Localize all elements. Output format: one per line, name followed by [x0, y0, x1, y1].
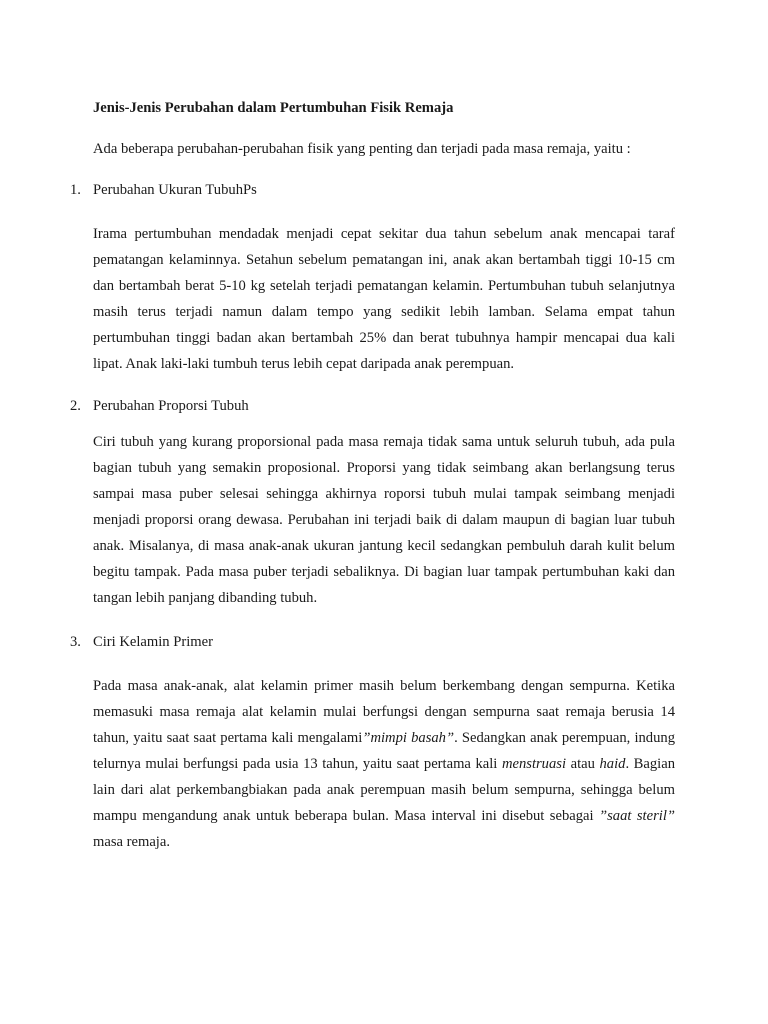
section-body	[93, 673, 675, 855]
section-number: 1.	[70, 182, 81, 198]
intro-paragraph: Ada beberapa perubahan-perubahan fisik yang penting dan terjadi pada masa remaja, yaitu :	[93, 141, 631, 157]
section-heading: Ciri Kelamin Primer	[93, 634, 213, 650]
document-title: Jenis-Jenis Perubahan dalam Pertumbuhan Fisik Remaja	[93, 100, 454, 116]
body-text: . Bagian lain dari alat perkembangbiakan pada anak perempuan masih belum sempurna, sehingga belum mampu mengandung anak untuk beberapa bulan. Masa interval ini disebut sebagai	[93, 756, 675, 824]
body-text: atau	[570, 756, 595, 772]
section-body: Ciri tubuh yang kurang proporsional pada masa remaja tidak sama untuk seluruh tubuh, ada pula bagian tubuh yang semakin proposional. Proporsi yang tidak seimbang akan berlangsung terus sampai masa puber selesai sehingga akhirnya roporsi tubuh mulai tampak seimbang menjadi menjadi proporsi orang dewasa. Perubahan ini terjadi baik di dalam maupun di bagian luar tubuh anak. Misalanya, di masa anak-anak ukuran jantung kecil sedangkan pembuluh darah kulit belum begitu tampak. Pada masa puber terjadi sebaliknya. Di bagian luar tampak pertumbuhan kaki dan tangan lebih panjang dibanding tubuh.	[93, 434, 675, 606]
section-body: Irama pertumbuhan mendadak menjadi cepat sekitar dua tahun sebelum anak mencapai taraf pematangan kelaminnya. Setahun sebelum pematangan ini, anak akan bertambah tiggi 10-15 cm dan bertambah berat 5-10 kg setelah terjadi pematangan kelamin. Pertumbuhan tubuh selanjutnya masih terus terjadi namun dalam tempo yang sedikit lebih lamban. Selama empat tahun pertumbuhan tinggi badan akan bertambah 25% dan berat tubuhnya hampir mencapai dua kali lipat. Anak laki-laki tumbuh terus lebih cepat daripada anak perempuan.	[93, 226, 675, 372]
emphasis-text: ”saat steril”	[599, 808, 675, 824]
emphasis-text: haid	[599, 756, 626, 772]
section-heading: Perubahan Ukuran TubuhPs	[93, 182, 257, 198]
body-text: masa remaja.	[93, 834, 170, 850]
body-text: . Sedangkan anak perempuan, indung telurnya mulai berfungsi pada usia 13 tahun, yaitu saat pertama kali	[93, 730, 675, 772]
body-text: Pada masa anak-anak, alat kelamin primer masih belum berkembang dengan sempurna. Ketika memasuki masa remaja alat kelamin mulai berfungsi dengan sempurna saat remaja berusia 14 tahun, yaitu saat saat pertama kali mengalami	[93, 678, 675, 746]
section-heading: Perubahan Proporsi Tubuh	[93, 398, 249, 414]
section-number: 2.	[70, 398, 81, 414]
emphasis-text: ”mimpi basah”	[362, 730, 455, 746]
emphasis-text: menstruasi	[501, 756, 567, 772]
section-number: 3.	[70, 634, 81, 650]
